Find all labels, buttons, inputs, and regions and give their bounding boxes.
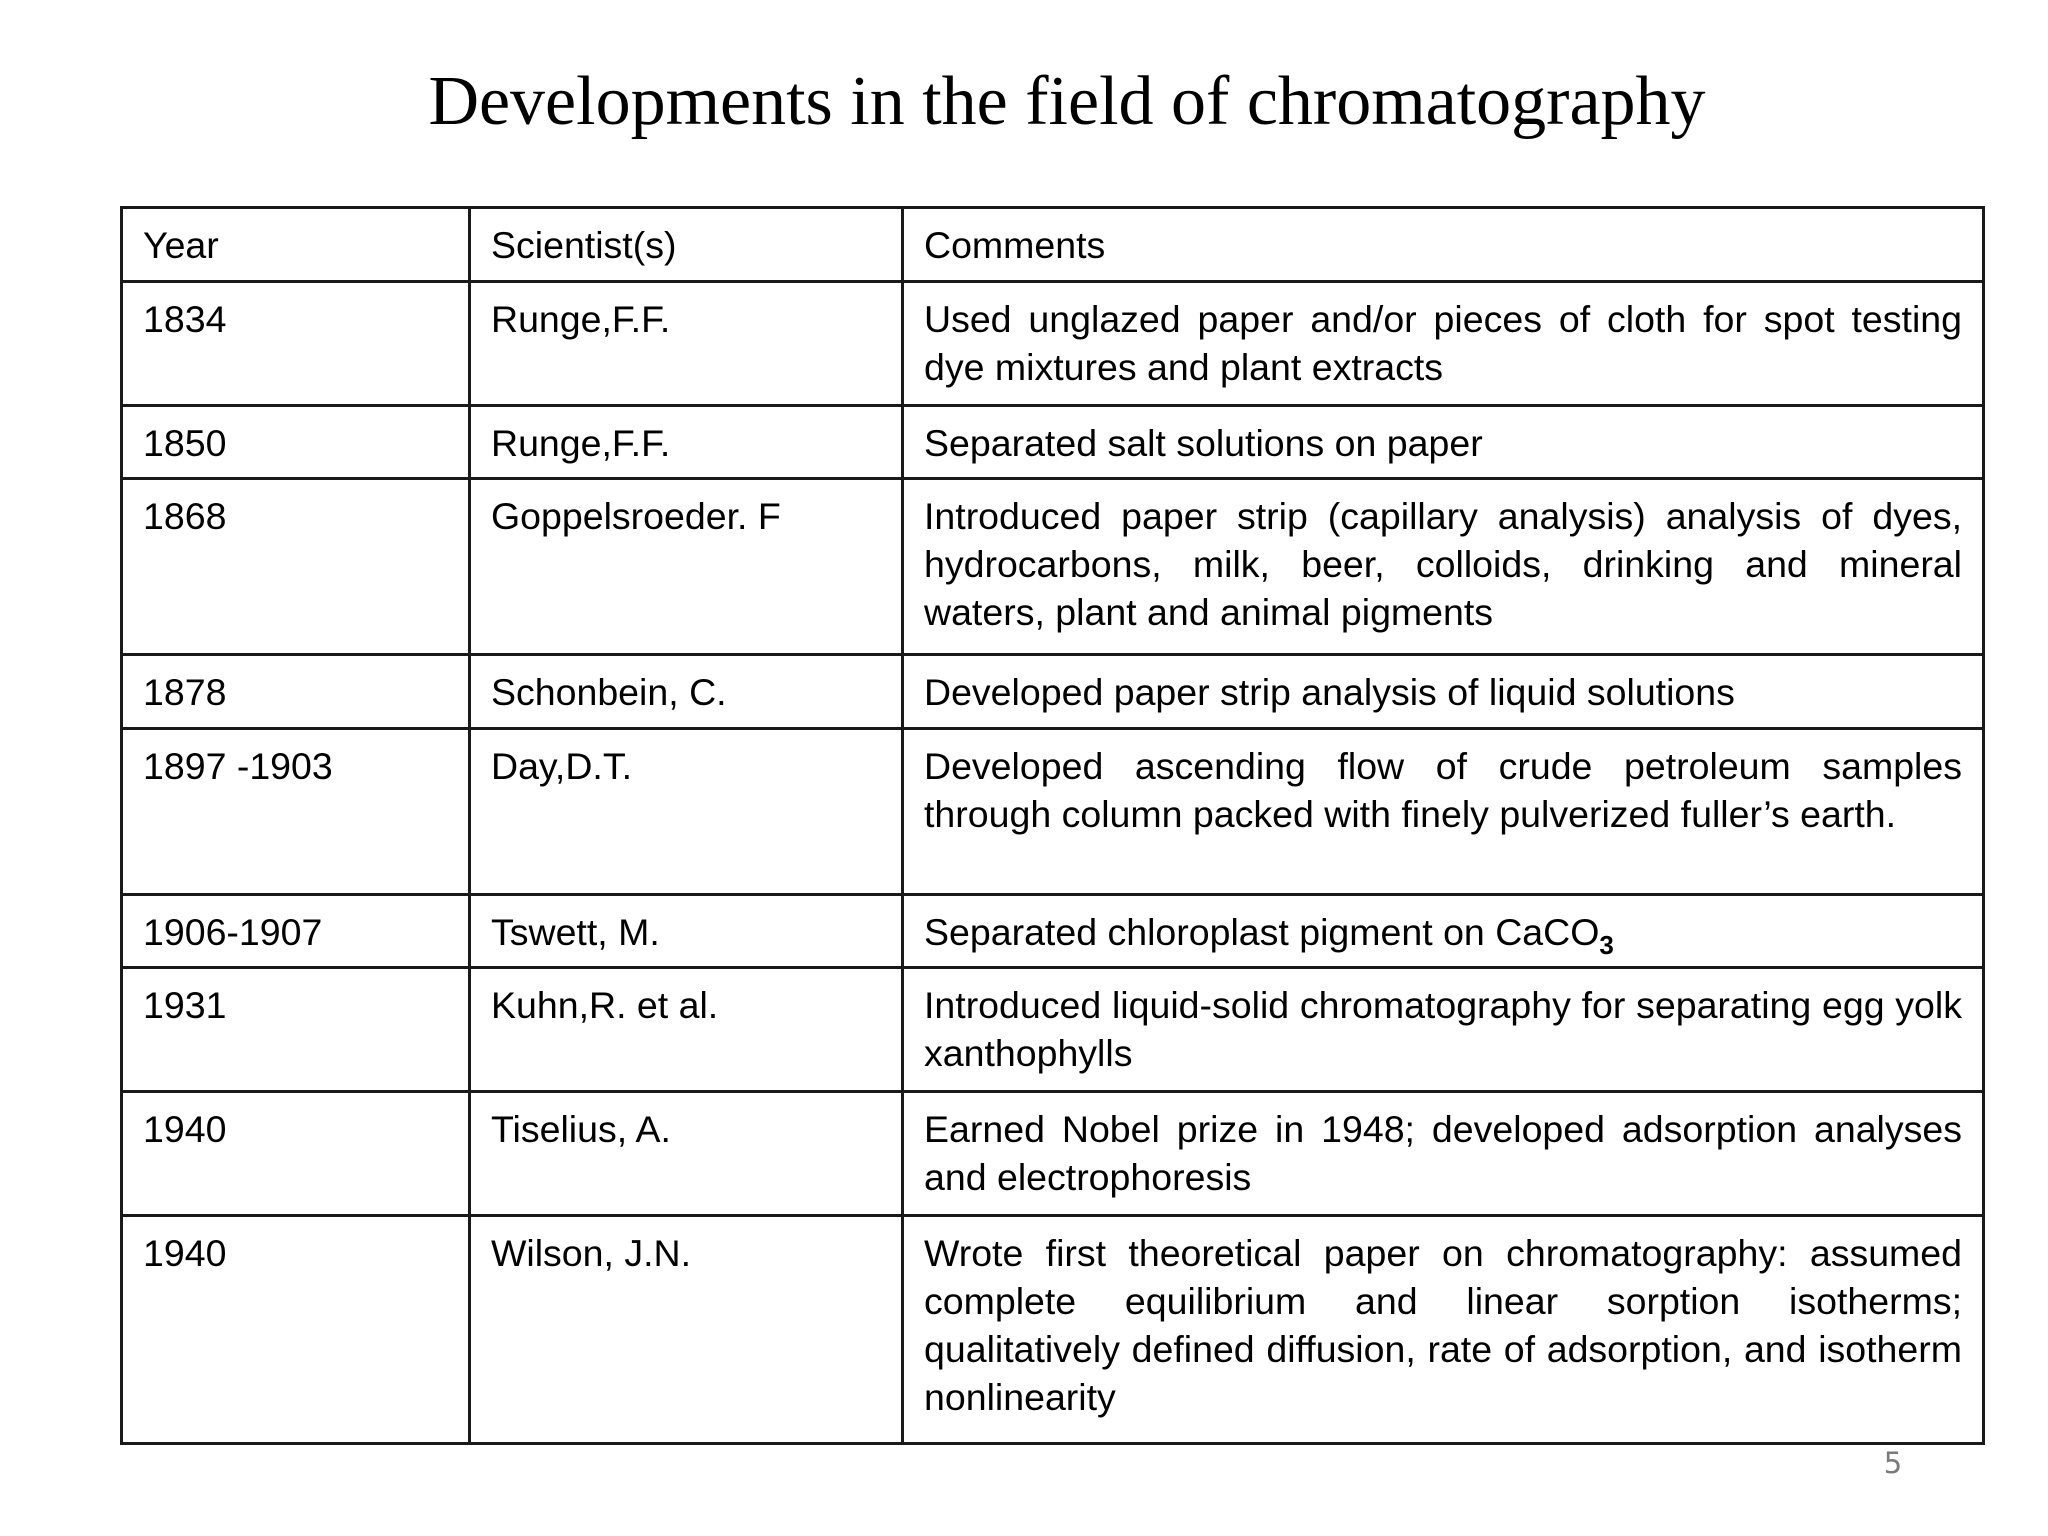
header-year: Year — [122, 208, 470, 282]
comment-cell: Used unglazed paper and/or pieces of cloth for spot testing dye mixtures and plant extracts — [903, 282, 1984, 406]
year-cell: 1850 — [122, 406, 470, 479]
scientist-cell: Tswett, M. — [470, 895, 903, 968]
scientist-cell: Goppelsroeder. F — [470, 479, 903, 655]
chromatography-timeline-table — [120, 206, 1985, 1445]
scientist-cell: Day,D.T. — [470, 729, 903, 895]
table-row — [122, 479, 1984, 655]
scientist-cell: Kuhn,R. et al. — [470, 968, 903, 1092]
year-cell: 1897 -1903 — [122, 729, 470, 895]
table-row — [122, 282, 1984, 406]
year-cell: 1906-1907 — [122, 895, 470, 968]
scientist-cell: Schonbein, C. — [470, 655, 903, 729]
scientist-cell: Runge,F.F. — [470, 282, 903, 406]
subscript-3: 3 — [1599, 930, 1614, 960]
year-cell: 1940 — [122, 1216, 470, 1444]
table-header-row — [122, 208, 1984, 282]
header-scientists: Scientist(s) — [470, 208, 903, 282]
table-row — [122, 1216, 1984, 1444]
scientist-cell: Wilson, J.N. — [470, 1216, 903, 1444]
year-cell: 1931 — [122, 968, 470, 1092]
comment-cell: Introduced liquid-solid chromatography for separating egg yolk xanthophylls — [903, 968, 1984, 1092]
header-comments: Comments — [903, 208, 1984, 282]
year-cell: 1940 — [122, 1092, 470, 1216]
comment-cell: Developed paper strip analysis of liquid solutions — [903, 655, 1984, 729]
table-row — [122, 1092, 1984, 1216]
scientist-cell: Tiselius, A. — [470, 1092, 903, 1216]
comment-cell — [903, 895, 1984, 968]
year-cell: 1834 — [122, 282, 470, 406]
comment-cell: Introduced paper strip (capillary analysis) analysis of dyes, hydrocarbons, milk, beer, colloids, drinking and mineral waters, plant and animal pigments — [903, 479, 1984, 655]
table-row — [122, 406, 1984, 479]
scientist-cell: Runge,F.F. — [470, 406, 903, 479]
chromatography-timeline-table-container — [120, 206, 1982, 1445]
slide-title: Developments in the field of chromatography — [428, 63, 1706, 140]
year-cell: 1868 — [122, 479, 470, 655]
table-row — [122, 655, 1984, 729]
page-number: 5 — [1883, 1446, 1903, 1480]
year-cell: 1878 — [122, 655, 470, 729]
comment-text: Separated chloroplast pigment on CaCO — [924, 911, 1600, 953]
table-row — [122, 895, 1984, 968]
comment-cell: Earned Nobel prize in 1948; developed adsorption analyses and electrophoresis — [903, 1092, 1984, 1216]
comment-cell: Separated salt solutions on paper — [903, 406, 1984, 479]
table-row — [122, 729, 1984, 895]
table-row — [122, 968, 1984, 1092]
comment-cell: Developed ascending flow of crude petroleum samples through column packed with finely pulverized fuller’s earth. — [903, 729, 1984, 895]
comment-cell: Wrote first theoretical paper on chromatography: assumed complete equilibrium and linear sorption isotherms; qualitatively defined diffusion, rate of adsorption, and isotherm nonlinearity — [903, 1216, 1984, 1444]
